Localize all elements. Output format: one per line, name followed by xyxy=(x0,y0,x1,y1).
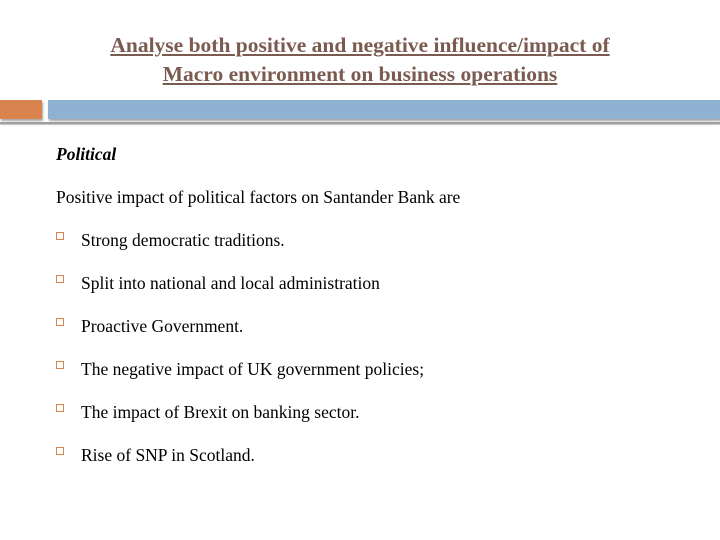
slide-body xyxy=(56,144,696,488)
list-item xyxy=(56,273,696,293)
slide-title-line-1: Analyse both positive and negative influence/impact of xyxy=(110,33,610,57)
bullet-list xyxy=(56,230,696,465)
slide-title xyxy=(40,31,680,89)
hollow-square-icon xyxy=(56,232,64,240)
intro-text: Positive impact of political factors on Santander Bank are xyxy=(56,187,461,207)
list-item xyxy=(56,402,696,422)
list-item xyxy=(56,230,696,250)
hollow-square-icon xyxy=(56,404,64,412)
bullet-text: Rise of SNP in Scotland. xyxy=(81,445,255,465)
hollow-square-icon xyxy=(56,275,64,283)
list-item xyxy=(56,445,696,465)
bullet-text: Split into national and local administration xyxy=(81,273,380,293)
bullet-text: The negative impact of UK government policies; xyxy=(81,359,425,379)
bullet-text: Proactive Government. xyxy=(81,316,244,336)
bullet-text: The impact of Brexit on banking sector. xyxy=(81,402,360,422)
hollow-square-icon xyxy=(56,361,64,369)
slide-title-line-2: Macro environment on business operations xyxy=(162,62,558,86)
divider-grey-line xyxy=(0,122,720,124)
title-divider xyxy=(0,100,720,126)
list-item xyxy=(56,359,696,379)
list-item xyxy=(56,316,696,336)
divider-orange-block xyxy=(0,100,42,119)
hollow-square-icon xyxy=(56,318,64,326)
bullet-text: Strong democratic traditions. xyxy=(81,230,285,250)
section-heading: Political xyxy=(56,144,117,164)
divider-blue-bar xyxy=(48,100,720,119)
hollow-square-icon xyxy=(56,447,64,455)
